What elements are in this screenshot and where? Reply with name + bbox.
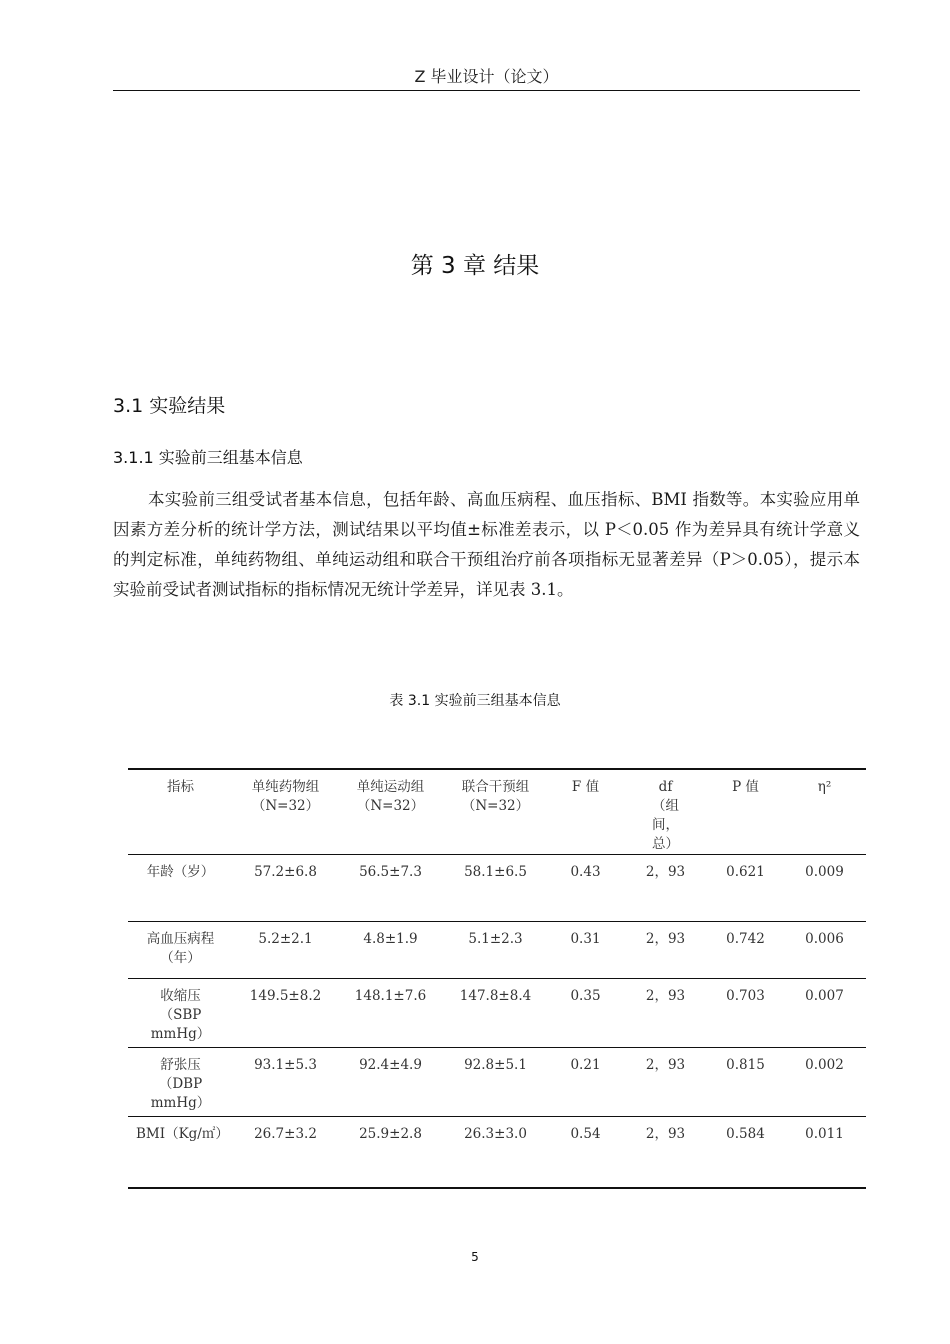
eta-squared-value: 0.006 (805, 931, 844, 947)
p-value: 0.703 (726, 988, 765, 1004)
header-cell-p-value: P 值 (732, 779, 759, 795)
eta-squared-value: 0.002 (805, 1057, 844, 1073)
row-label: 年龄（岁） (146, 864, 215, 880)
row-label: 高血压病程（年） (146, 931, 215, 966)
row-label: BMI（Kg/㎡） (136, 1126, 229, 1142)
page-number: 5 (471, 1250, 479, 1264)
header-cell-f-value: F 值 (571, 779, 600, 795)
exercise-group-value: 148.1±7.6 (354, 988, 427, 1004)
f-value: 0.21 (570, 1057, 601, 1073)
table-header-row (128, 769, 866, 855)
table-row (128, 855, 866, 922)
table-caption: 表 3.1 实验前三组基本信息 (389, 693, 561, 709)
combined-group-value: 5.1±2.3 (468, 931, 523, 947)
exercise-group-value: 92.4±4.9 (359, 1057, 422, 1073)
table-row (128, 979, 866, 1048)
drug-group-value: 93.1±5.3 (254, 1057, 317, 1073)
f-value: 0.43 (570, 864, 601, 880)
df-value: 2，93 (645, 1057, 686, 1073)
eta-squared-value: 0.011 (805, 1126, 844, 1142)
header-cell-indicator: 指标 (167, 779, 194, 795)
df-value: 2，93 (645, 1126, 686, 1142)
exercise-group-value: 25.9±2.8 (359, 1126, 422, 1142)
drug-group-value: 149.5±8.2 (249, 988, 322, 1004)
row-label: 收缩压（SBP mmHg） (150, 988, 211, 1042)
header-cell-eta-squared: η² (817, 779, 832, 795)
table-row (128, 922, 866, 979)
p-value: 0.584 (726, 1126, 765, 1142)
p-value: 0.815 (726, 1057, 765, 1073)
section-title: 3.1 实验结果 (113, 395, 226, 417)
f-value: 0.35 (570, 988, 601, 1004)
df-value: 2，93 (645, 864, 686, 880)
f-value: 0.31 (570, 931, 601, 947)
p-value: 0.621 (726, 864, 765, 880)
f-value: 0.54 (570, 1126, 601, 1142)
body-paragraph: 本实验前三组受试者基本信息，包括年龄、高血压病程、血压指标、BMI 指数等。本实验应用单因素方差分析的统计学方法，测试结果以平均值±标准差表示，以 P＜0.05 作为差异具有统计学意义的判定标准，单纯药物组、单纯运动组和联合干预组治疗前各项指标无显著差异（P＞0.05），提示本实验前受试者测试指标的指标情况无统计学差异，详见表 3.1。 (113, 490, 860, 599)
header-cell-df: df（组间，总） (652, 779, 679, 852)
exercise-group-value: 56.5±7.3 (359, 864, 422, 880)
eta-squared-value: 0.009 (805, 864, 844, 880)
row-label: 舒张压（DBP mmHg） (150, 1057, 211, 1111)
table-row (128, 1117, 866, 1188)
combined-group-value: 147.8±8.4 (459, 988, 532, 1004)
df-value: 2，93 (645, 988, 686, 1004)
drug-group-value: 26.7±3.2 (254, 1126, 317, 1142)
combined-group-value: 92.8±5.1 (464, 1057, 527, 1073)
df-value: 2，93 (645, 931, 686, 947)
header-cell-exercise-group: 单纯运动组（N=32） (356, 779, 425, 814)
combined-group-value: 58.1±6.5 (464, 864, 527, 880)
chapter-title: 第 3 章 结果 (410, 253, 540, 280)
page-header: Z 毕业设计（论文） (113, 64, 860, 91)
table-row (128, 1048, 866, 1117)
drug-group-value: 5.2±2.1 (258, 931, 313, 947)
header-cell-drug-group: 单纯药物组（N=32） (251, 779, 320, 814)
eta-squared-value: 0.007 (805, 988, 844, 1004)
p-value: 0.742 (726, 931, 765, 947)
subsection-title: 3.1.1 实验前三组基本信息 (113, 448, 303, 467)
header-cell-combined-group: 联合干预组（N=32） (461, 779, 530, 814)
exercise-group-value: 4.8±1.9 (363, 931, 418, 947)
combined-group-value: 26.3±3.0 (464, 1126, 527, 1142)
baseline-info-table (128, 768, 866, 1189)
drug-group-value: 57.2±6.8 (254, 864, 317, 880)
